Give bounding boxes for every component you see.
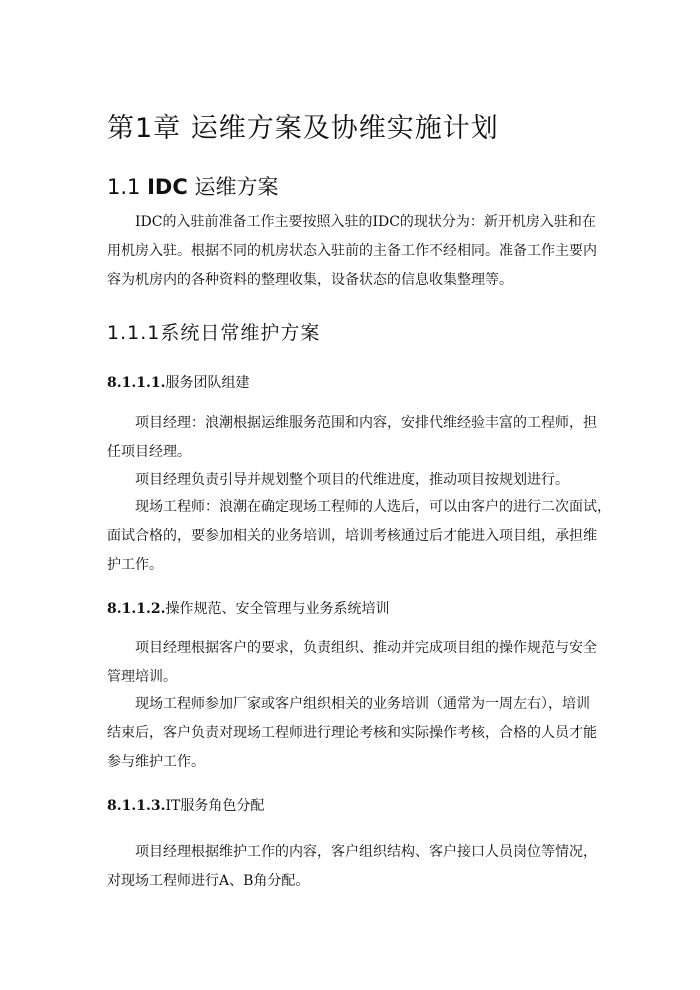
text-line: 现场工程师：浪潮在确定现场工程师的人选后，可以由客户的进行二次面试， xyxy=(135,499,611,515)
text-line: 项目经理根据维护工作的内容，客户组织结构、客户接口人员岗位等情况， xyxy=(135,844,597,860)
subsection-heading: 1.1.1系统日常维护方案 xyxy=(107,322,321,344)
text-line: 容为机房内的各种资料的整理收集，设备状态的信息收集整理等。 xyxy=(107,272,513,288)
text-line: 任项目经理。 xyxy=(107,444,191,460)
intro-paragraph xyxy=(107,208,597,295)
text-line: 项目经理根据客户的要求，负责组织、推动并完成项目组的操作规范与安全 xyxy=(135,640,597,656)
heading-text: IT服务角色分配 xyxy=(165,798,265,814)
roles-paragraph-1 xyxy=(107,838,597,896)
heading-training xyxy=(107,598,700,618)
text-line: IDC的入驻前准备工作主要按照入驻的IDC的现状分为：新开机房入驻和在 xyxy=(135,214,596,230)
section-bold: IDC xyxy=(147,175,188,199)
section-number: 1.1 xyxy=(107,175,141,199)
heading-text: 服务团队组建 xyxy=(165,375,250,391)
team-paragraph-2 xyxy=(107,466,597,495)
heading-text: 操作规范、安全管理与业务系统培训 xyxy=(165,601,390,617)
text-line: 面试合格的，要参加相关的业务培训，培训考核通过后才能进入项目组，承担维 xyxy=(107,528,597,544)
text-line: 项目经理：浪潮根据运维服务范围和内容，安排代维经验丰富的工程师，担 xyxy=(135,415,597,431)
text-line: 结束后，客户负责对现场工程师进行理论考核和实际操作考核，合格的人员才能 xyxy=(107,725,597,741)
heading-number: 8.1.1.3. xyxy=(107,798,166,814)
text-line: 现场工程师参加厂家或客户组织相关的业务培训（通常为一周左右），培训 xyxy=(135,696,590,712)
team-paragraph-3 xyxy=(107,493,611,580)
text-line: 对现场工程师进行A、B角分配。 xyxy=(107,873,310,889)
team-paragraph-1 xyxy=(107,409,597,467)
text-line: 护工作。 xyxy=(107,557,163,573)
chapter-title: 第1章 运维方案及协维实施计划 xyxy=(107,113,499,144)
text-line: 参与维护工作。 xyxy=(107,754,205,770)
heading-number: 8.1.1.1. xyxy=(107,375,166,391)
heading-team xyxy=(107,372,700,392)
heading-roles xyxy=(107,795,700,815)
train-paragraph-1 xyxy=(107,634,597,692)
text-line: 项目经理负责引导并规划整个项目的代维进度，推动项目按规划进行。 xyxy=(135,472,569,488)
train-paragraph-2 xyxy=(107,690,597,777)
section-heading xyxy=(107,171,700,201)
text-line: 管理培训。 xyxy=(107,669,177,685)
text-line: 用机房入驻。根据不同的机房状态入驻前的主备工作不经相同。准备工作主要内 xyxy=(107,243,597,259)
section-rest: 运维方案 xyxy=(194,175,279,199)
heading-number: 8.1.1.2. xyxy=(107,601,166,617)
